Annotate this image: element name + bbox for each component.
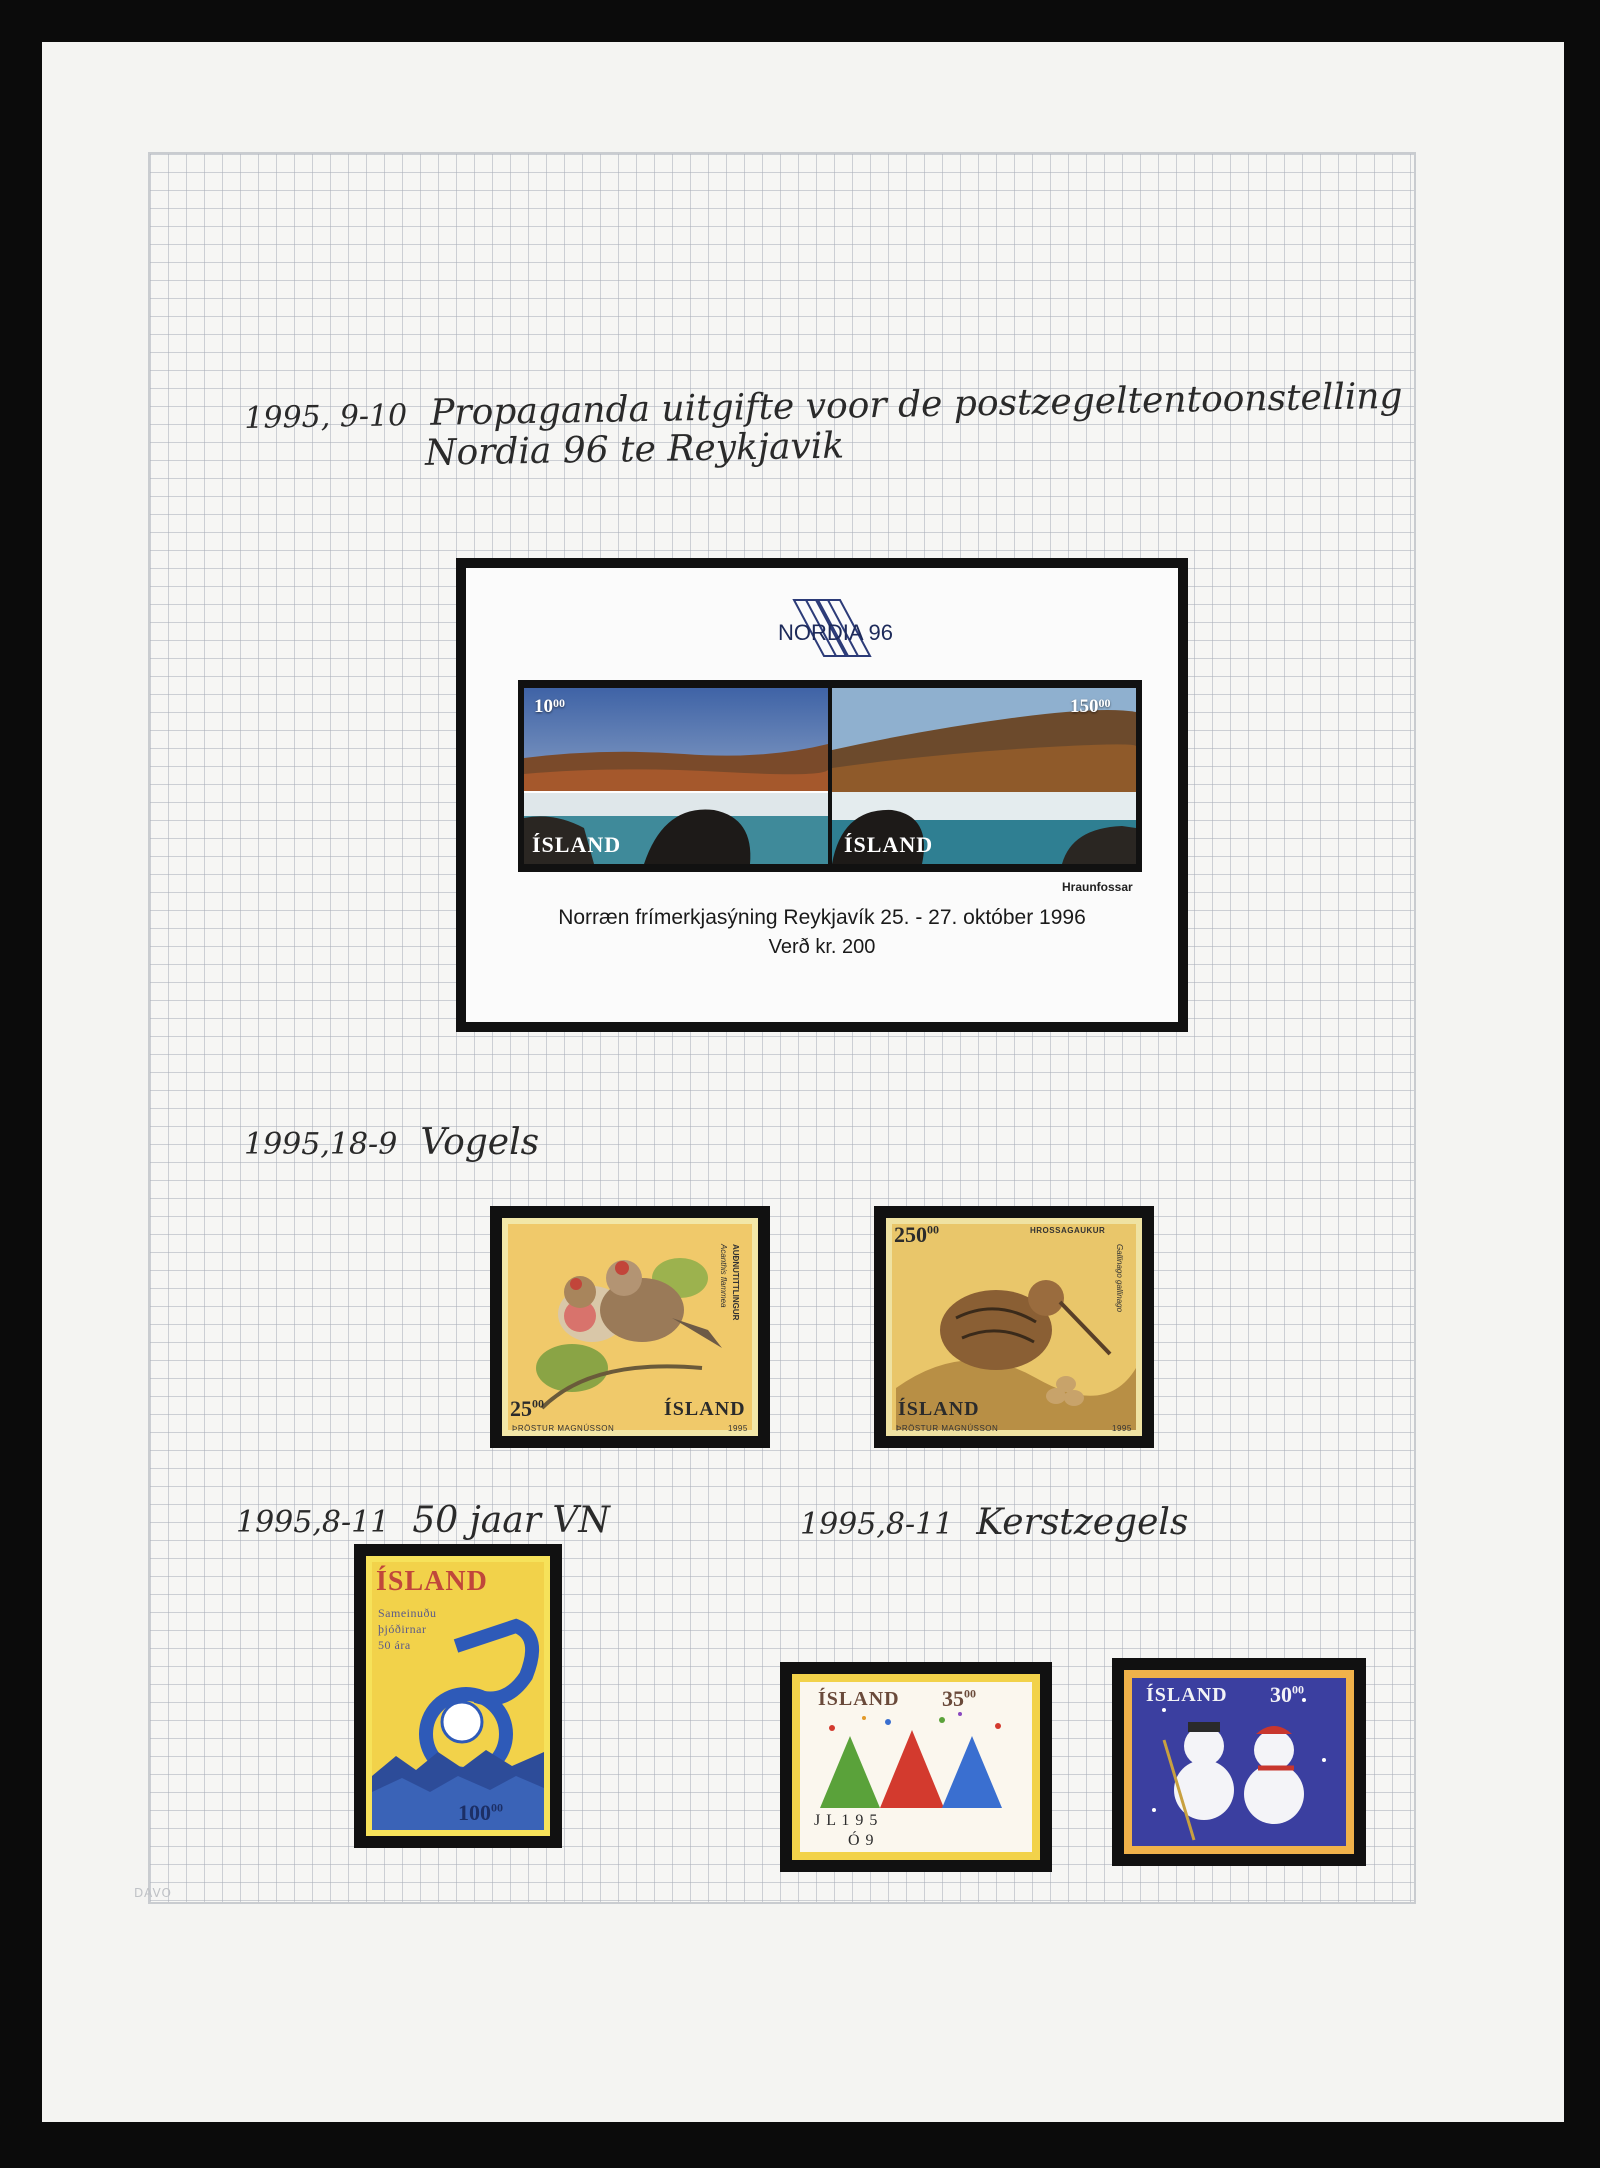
caption-vogels: [244, 1122, 539, 1163]
place-caption: Hraunfossar: [1062, 880, 1133, 894]
nordia-souvenir-sheet: [456, 558, 1188, 1032]
snipe-latin: Gallinago gallinago: [1115, 1244, 1124, 1313]
snipe-stamp: [886, 1218, 1142, 1436]
waterfall-stamp-right: [832, 688, 1136, 864]
redpoll-name: AUÐNUTITTLINGUR: [731, 1244, 740, 1321]
mount-snipe-stamp: [874, 1206, 1154, 1448]
xmas-trees-stamp: [792, 1674, 1040, 1860]
caption-kerst: [800, 1502, 1188, 1543]
un-country: ÍSLAND: [376, 1566, 488, 1597]
caption-kerst-date: 1995,8-11: [800, 1507, 954, 1542]
un-stamp: [366, 1556, 550, 1836]
un-illustration: [366, 1556, 550, 1836]
xmas-snowmen-stamp: [1124, 1670, 1354, 1854]
caption-vn-date: 1995,8-11: [236, 1505, 390, 1540]
redpoll-stamp: [502, 1218, 758, 1436]
caption-nordia-line1: Propaganda uitgifte voor de postzegeltentoonstelling: [429, 375, 1403, 434]
sheet-text-line2: Verð kr. 200: [768, 936, 876, 958]
mount-xmas-snowmen-stamp: [1112, 1658, 1366, 1866]
xmas1-jol2: Ó 9: [848, 1832, 875, 1849]
waterfall-stamp-left: [524, 688, 828, 864]
caption-nordia-line2: Nordia 96 te Reykjavik: [424, 425, 845, 474]
xmas1-country: ÍSLAND: [818, 1688, 900, 1710]
redpoll-latin: Acanthis flammea: [719, 1244, 728, 1308]
stamp2-country: ÍSLAND: [844, 832, 934, 857]
un-value: $100^{00}$: [458, 1800, 503, 1825]
snipe-artist: ÞRÖSTUR MAGNÚSSON: [896, 1424, 999, 1433]
snipe-value: $250^{00}$: [894, 1222, 939, 1247]
redpoll-year: 1995: [728, 1424, 748, 1433]
caption-vn: [236, 1500, 610, 1541]
xmas1-jol: J L 1 9 5: [814, 1812, 879, 1829]
xmas2-value: $30^{00}$: [1270, 1682, 1304, 1707]
redpoll-artist: ÞRÖSTUR MAGNÚSSON: [512, 1424, 615, 1433]
stamp1-value: $10^{00}$: [534, 696, 565, 717]
un-text1: Sameinuðu: [378, 1606, 437, 1620]
caption-vn-title: 50 jaar VN: [412, 1500, 610, 1541]
xmas2-country: ÍSLAND: [1146, 1684, 1228, 1706]
redpoll-value: $25^{00}$: [510, 1396, 544, 1421]
nordia-logo-text: NORDIA 96: [778, 620, 893, 645]
souvenir-sheet-paper: [466, 568, 1178, 1022]
redpoll-country: ÍSLAND: [664, 1398, 746, 1420]
page-mark: DAVO: [134, 1886, 172, 1900]
caption-nordia-date: 1995, 9-10: [244, 398, 408, 436]
un-text3: 50 ára: [378, 1638, 411, 1652]
stamp-pair: [518, 680, 1142, 872]
caption-kerst-title: Kerstzegels: [976, 1502, 1189, 1543]
snipe-year: 1995: [1112, 1424, 1132, 1433]
mount-xmas-trees-stamp: [780, 1662, 1052, 1872]
xmas1-value: $35^{00}$: [942, 1686, 976, 1711]
mount-redpoll-stamp: [490, 1206, 770, 1448]
stamp1-country: ÍSLAND: [532, 832, 622, 857]
stamp2-value: $150^{00}$: [1070, 696, 1111, 717]
mount-un-stamp: [354, 1544, 562, 1848]
caption-vogels-title: Vogels: [420, 1122, 540, 1163]
snipe-name: HROSSAGAUKUR: [1030, 1226, 1106, 1235]
un-text2: þjóðirnar: [378, 1622, 427, 1636]
snipe-country: ÍSLAND: [898, 1398, 980, 1420]
caption-vogels-date: 1995,18-9: [244, 1127, 398, 1162]
sheet-text-line1: Norræn frímerkjasýning Reykjavík 25. - 27. október 1996: [558, 906, 1086, 929]
